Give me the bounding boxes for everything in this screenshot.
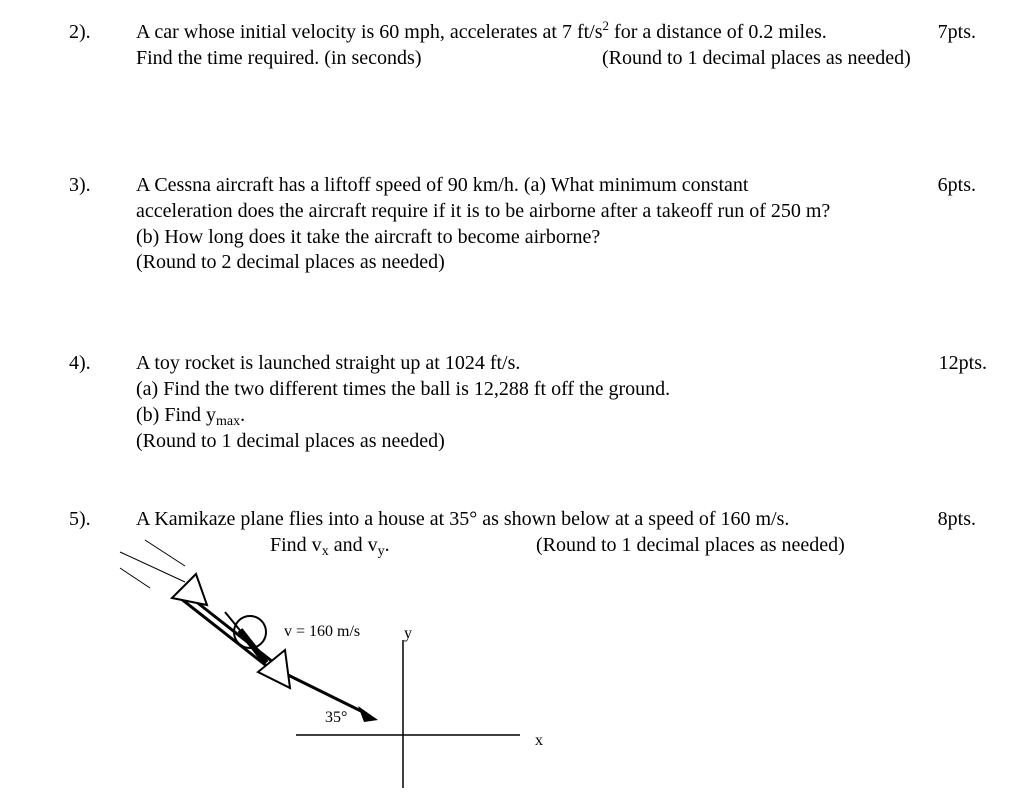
q3-number: 3). [69, 174, 91, 196]
q5-line-1: A Kamikaze plane flies into a house at 35° as shown below at a speed of 160 m/s. [136, 508, 790, 530]
q2-line-2: Find the time required. (in seconds) [136, 47, 422, 69]
q3-line-2: acceleration does the aircraft require if it is to be airborne after a takeoff run of 250 m? [136, 200, 831, 222]
q3-line-3: (b) How long does it take the aircraft to become airborne? [136, 226, 601, 248]
q4-points: 12pts. [938, 352, 987, 374]
q4-round-note: (Round to 1 decimal places as needed) [136, 430, 445, 452]
plane-icon [172, 574, 290, 688]
q5-round-note: (Round to 1 decimal places as needed) [536, 534, 845, 556]
y-axis-label: y [404, 625, 412, 642]
q4-line-2: (a) Find the two different times the ball is 12,288 ft off the ground. [136, 378, 671, 400]
q5-points: 8pts. [937, 508, 976, 530]
q2-points: 7pts. [937, 21, 976, 43]
q2-number: 2). [69, 21, 91, 43]
q3-line-1: A Cessna aircraft has a liftoff speed of 90 km/h. (a) What minimum constant [136, 174, 749, 196]
q2-line-1: A car whose initial velocity is 60 mph, accelerates at 7 $ft/s^2$ for a distance of 0.2 miles. [136, 18, 827, 43]
q4-line-3: (b) Find $y_{max}$. [136, 404, 246, 429]
speed-lines [120, 540, 185, 588]
q5-number: 5). [69, 508, 91, 530]
q3-round-note: (Round to 2 decimal places as needed) [136, 251, 445, 273]
q4-line-1: A toy rocket is launched straight up at 1024 ft/s. [136, 352, 521, 374]
q3-points: 6pts. [937, 174, 976, 196]
q5-find-line: Find $v_x$ and $v_y$. [270, 534, 390, 559]
q2-round-note: (Round to 1 decimal places as needed) [602, 47, 911, 69]
angle-label: 35° [325, 709, 348, 726]
velocity-label: v = 160 m/s [284, 623, 361, 640]
q4-number: 4). [69, 352, 91, 374]
x-axis-label: x [535, 732, 543, 749]
